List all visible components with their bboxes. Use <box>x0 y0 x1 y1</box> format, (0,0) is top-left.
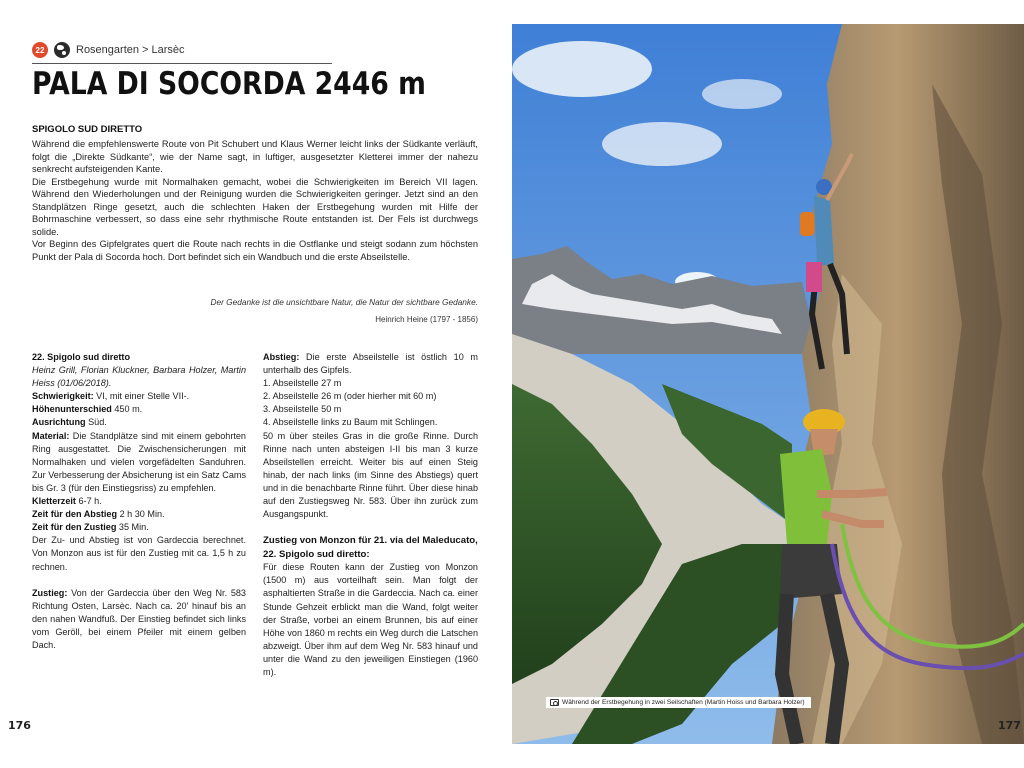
page-number-left: 176 <box>8 719 31 732</box>
climber-backpack <box>800 212 814 236</box>
rappel-item: 2. Abseilstelle 26 m (oder hierher mit 60 m) <box>263 391 437 402</box>
intro-text <box>32 138 478 263</box>
approach-time-label: Zeit für den Zustieg <box>32 522 117 533</box>
approach <box>32 587 246 652</box>
rappel-item: 4. Abseilstelle links zu Baum mit Schlingen. <box>263 417 438 428</box>
cloud <box>602 122 722 166</box>
globe-icon <box>54 42 70 58</box>
descent <box>263 351 478 377</box>
climb-time <box>32 495 246 508</box>
material <box>32 430 246 495</box>
difficulty-value: VI, mit einer Stelle VII-. <box>93 391 190 402</box>
breadcrumb <box>32 42 185 58</box>
approach-time-value: 35 Min. <box>116 522 149 533</box>
orientation <box>32 416 246 429</box>
approach-value: Von der Gardeccia über den Weg Nr. 583 Richtung Osten, Larsèc. Nach ca. 20' hinauf bis an den nahen Wandfuß. Der Einstieg befindet sich links vom Geröll, bei einem Pfeiler mit einem gelben Dach. <box>32 587 246 650</box>
photo-caption <box>546 697 811 708</box>
spacer <box>263 521 478 534</box>
cloud <box>512 41 652 97</box>
monzon-text: Für diese Routen kann der Zustieg von Monzon (1500 m) aus vorteilhaft sein. Man folgt der asphaltierten Straße in die Gardeccia. Nach ca. einer Stunde Gehzeit erblickt man die Wand, folgt weiter der Straße, vorbei an einem Brunnen, bis auf einer Höhe von 1860 m rechts ein Weg durch die Latschen abzweigt. Über ihm auf dem Weg Nr. 583 hinauf und unter die Wand zu den jeweiligen Einstiegen (1960 m). <box>263 562 478 677</box>
first-ascent: Heinz Grill, Florian Kluckner, Barbara Holzer, Martin Heiss (01/06/2018). <box>32 365 246 389</box>
orientation-label: Ausrichtung <box>32 417 86 428</box>
intro-paragraph-3: Vor Beginn des Gipfelgrates quert die Route nach rechts in die Ostflanke und steigt sodann zum höchsten Punkt der Pala di Socorda hoch. Dort befindet sich ein Wandbuch und die erste Abseilstelle. <box>32 239 478 262</box>
intro-paragraph-1: Während die empfehlenswerte Route von Pit Schubert und Klaus Werner leicht links der Südkante verläuft, folgt die „Direkte Südkante“, wie der Name sagt, in luftiger, ausgesetzter Kletterei immer der nahezu senkrecht aufsteigenden Kante. <box>32 139 478 174</box>
quote-author: Heinrich Heine (1797 - 1856) <box>375 315 478 324</box>
quote-text: Der Gedanke ist die unsichtbare Natur, die Natur der sichtbare Gedanke. <box>210 297 478 307</box>
page-title: PALA DI SOCORDA 2446 m <box>32 66 426 102</box>
rappel-item: 3. Abseilstelle 50 m <box>263 404 342 415</box>
climb-time-label: Kletterzeit <box>32 496 76 507</box>
descent-value: Die erste Abseilstelle ist östlich 10 m unterhalb des Gipfels. <box>263 352 478 376</box>
intro-paragraph-2: Die Erstbegehung wurde mit Normalhaken gemacht, wobei die Schwierigkeiten im Bereich VII lagen. Während den Wiederholungen und der Reinigung wurden die Schwierigkeiten geringer. Jetzt sind an den Standplätzen Ringe gesetzt, auch die schlechten Haken der Erstbegehung wurden mit Hilfe der Bohrmaschine verbessert, so dass eine sehr rhythmische Route entstanden ist. Der Fels ist durchwegs solide. <box>32 176 478 237</box>
header-divider <box>32 63 332 64</box>
elevation-label: Höhenunterschied <box>32 404 112 415</box>
section-heading: SPIGOLO SUD DIRETTO <box>32 124 143 135</box>
descent-label: Abstieg: <box>263 352 300 362</box>
camera-icon <box>550 699 559 706</box>
descent-column <box>263 351 478 679</box>
descent-time-value: 2 h 30 Min. <box>117 509 165 520</box>
monzon-heading-1: Zustieg von Monzon für 21. via del Maleducato, <box>263 535 478 547</box>
elevation <box>32 403 246 416</box>
details-column <box>32 351 246 652</box>
material-label: Material: <box>32 430 70 441</box>
climber-jacket <box>806 262 822 292</box>
approach-label: Zustieg: <box>32 587 68 598</box>
breadcrumb-text: Rosengarten > Larsèc <box>76 44 185 56</box>
descent-time-label: Zeit für den Abstieg <box>32 509 118 520</box>
elevation-value: 450 m. <box>111 404 143 415</box>
climber-arm <box>817 492 887 494</box>
cloud <box>702 79 782 109</box>
difficulty-label: Schwierigkeit: <box>32 391 94 402</box>
approach-note: Der Zu- und Abstieg ist von Gardeccia berechnet. Von Monzon aus ist für den Zustieg mit ca. 1,5 h zu rechnen. <box>32 535 246 572</box>
difficulty <box>32 390 246 403</box>
photo-caption-text: Während der Erstbegehung in zwei Seilschaften (Martin Hoiss und Barbara Holzer) <box>562 699 805 706</box>
orientation-value: Süd. <box>85 417 107 428</box>
climbing-photo <box>512 24 1024 744</box>
route-title: 22. Spigolo sud diretto <box>32 352 131 362</box>
material-value: Die Standplätze sind mit einem gebohrten Ring ausgestattet. Die Zwischensicherungen mit Normalhaken und vielen vorgefädelten Sanduhren. Zur Verbesserung der Absicherung ist ein Satz Cams bis Gr. 3 (für den Einstiegsriss) zu empfehlen. <box>32 430 246 493</box>
rappel-item: 1. Abseilstelle 27 m <box>263 378 342 389</box>
descent-text: 50 m über steiles Gras in die große Rinne. Durch Rinne nach unten absteigen I-II bis man 3 kurze Abseilstellen erreicht. Weiter bis auf einen Steig hinab, der nach links (im Sinne des Abstiegs) quert und in die benachbarte Rinne führt. Über diese hinab auf den Zustiegsweg Nr. 583. Über ihn zurück zum Ausgangspunkt. <box>263 430 478 520</box>
route-number-badge: 22 <box>32 42 48 58</box>
climb-time-value: 6-7 h. <box>75 496 102 507</box>
approach-time <box>32 521 246 534</box>
descent-time <box>32 508 246 521</box>
monzon-heading-2: 22. Spigolo sud diretto: <box>263 548 370 560</box>
page-number-right: 177 <box>998 719 1021 732</box>
spacer <box>32 574 246 587</box>
